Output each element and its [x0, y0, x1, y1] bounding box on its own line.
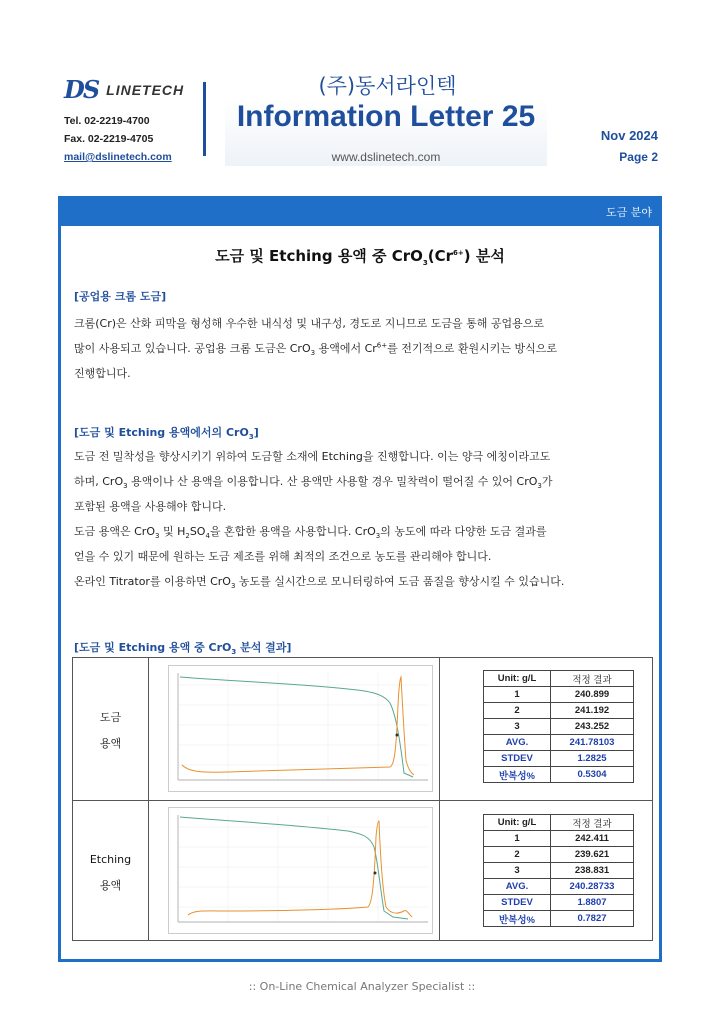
table-row: 3 243.252: [484, 719, 634, 735]
footer-tagline: :: On-Line Chemical Analyzer Specialist ::: [248, 980, 476, 993]
email-link[interactable]: mail@dslinetech.com: [64, 151, 172, 163]
etching-paragraph: 도금 전 밀착성을 향상시키기 위하여 도금할 소재에 Etching을 진행합니다. 이는 양극 에칭이라고도 하며, CrO$_3$ 용액이나 산 용액을 이용합니다. 산 용액만 사용할 경우 밀착력이 떨어질 수 있어 CrO$_3$가 포함된 용액을 사용해야 합니다. 도금 용액은 CrO$_3$ 및 $H_2SO_4$을 혼합한 용액을 사용합니다. CrO$_3$의 농도에 따라 다양한 도금 결과를 얻을 수 있기 때문에 원하는 도금 제조를 위해 최적의 조건으로 농도를 관리해야 합니다. 온라인 Titrator를 이용하면 CrO$_3$ 농도를 실시간으로 모니터링하여 도금 품질을 향상시킬 수 있습니다.: [74, 450, 565, 591]
table-row: AVG. 241.78103: [484, 735, 634, 751]
section-heading-etching: [도금 및 Etching 용액에서의 CrO$_3$]: [74, 426, 259, 442]
company-logo: [64, 75, 184, 104]
logo-text: LINETECH: [106, 81, 185, 98]
table-row: 1 240.899: [484, 687, 634, 703]
row-label-plating: 도금 용액: [99, 711, 122, 750]
section-heading-chrome: [공업용 크롬 도금]: [74, 290, 167, 303]
header-divider: [203, 82, 206, 156]
results-col-divider: [439, 657, 440, 941]
section-heading-results: [도금 및 Etching 용액 중 CrO$_3$ 분석 결과]: [74, 641, 292, 657]
website-link[interactable]: www.dslinetech.com: [331, 150, 441, 164]
table-row: AVG. 240.28733: [484, 879, 634, 895]
company-name: (주)동서라인텍: [318, 74, 457, 98]
article-title: 도금 및 Etching 용액 중 $CrO_3(Cr^{6+})$ 분석: [215, 247, 505, 267]
issue-date: Nov 2024: [600, 128, 658, 143]
table-row: 2 241.192: [484, 703, 634, 719]
category-label: 도금 분야: [605, 206, 652, 219]
page-number: Page 2: [619, 150, 658, 164]
table-row: STDEV 1.2825: [484, 751, 634, 767]
table-row: 2 239.621: [484, 847, 634, 863]
titration-curve-etching: [168, 807, 433, 934]
logo-mark: DS: [64, 75, 99, 104]
stats-table-etching: Unit: g/L 적정 결과 1 242.411 2 239.621 3 238.831 AVG. 240.28733 STDEV 1.8807 반복성% 0.7827: [483, 814, 634, 927]
titration-curve-plating: [168, 665, 433, 792]
table-row: STDEV 1.8807: [484, 895, 634, 911]
row-label-etching: Etching 용액: [89, 853, 132, 892]
chrome-paragraph: 크롬(Cr)은 산화 피막을 형성해 우수한 내식성 및 내구성, 경도로 지니므로 도금을 통해 공업용으로 많이 사용되고 있습니다. 공업용 크롬 도금은 CrO$_3$ 용액에서 $Cr^{6+}$를 전기적으로 환원시키는 방식으로 진행합니다.: [74, 317, 557, 380]
table-row: 반복성% 0.7827: [484, 911, 634, 927]
table-row: 1 242.411: [484, 831, 634, 847]
category-bar: [58, 196, 662, 226]
tel-number: Tel. 02-2219-4700: [64, 115, 150, 127]
table-row: 3 238.831: [484, 863, 634, 879]
stats-table-plating: Unit: g/L 적정 결과 1 240.899 2 241.192 3 243.252 AVG. 241.78103 STDEV 1.2825 반복성% 0.5304: [483, 670, 634, 783]
letter-title: Information Letter 25: [236, 100, 536, 133]
table-row: 반복성% 0.5304: [484, 767, 634, 783]
fax-number: Fax. 02-2219-4705: [64, 133, 154, 145]
results-col-divider: [148, 657, 149, 941]
